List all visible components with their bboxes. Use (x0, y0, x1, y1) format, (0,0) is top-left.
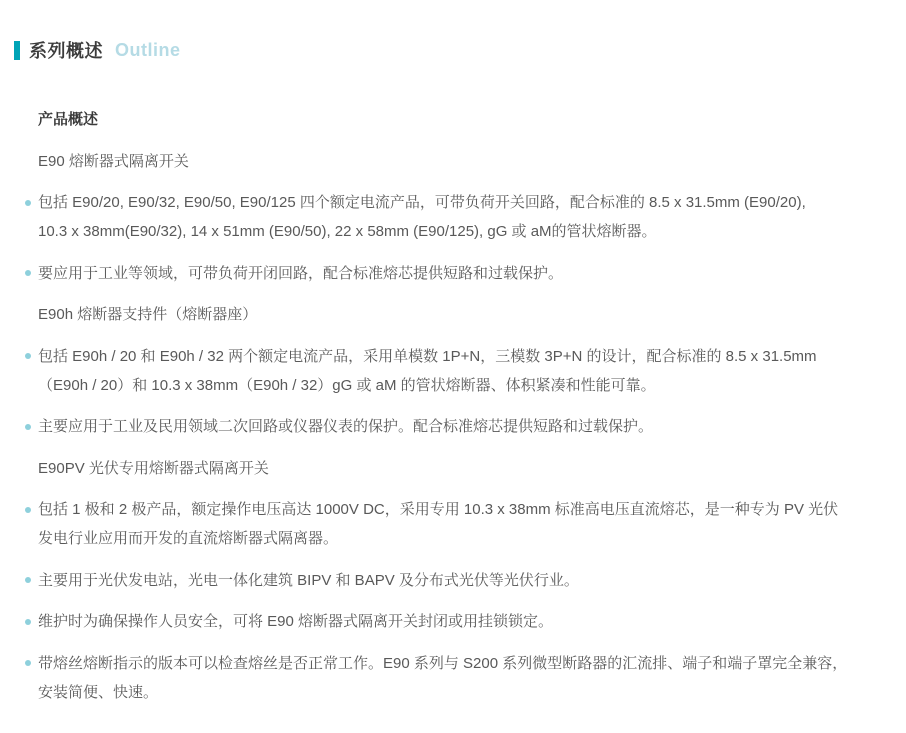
bullet-item (38, 495, 868, 553)
text-line: 主要用于光伏发电站，光电一体化建筑 BIPV 和 BAPV 及分布式光伏等光伏行业。 (38, 571, 579, 589)
text-line: （E90h / 20）和 10.3 x 38mm（E90h / 32）gG 或 aM 的管状熔断器、体积紧凑和性能可靠。 (38, 376, 656, 394)
text-line: 维护时为确保操作人员安全，可将 E90 熔断器式隔离开关封闭或用挂锁锁定。 (38, 613, 554, 630)
text-line: E90 熔断器式隔离开关 (38, 152, 189, 170)
bullet-item (38, 188, 868, 246)
bullet-item (38, 566, 868, 595)
text-line: 要应用于工业等领域，可带负荷开闭回路，配合标准熔芯提供短路和过载保护。 (38, 264, 564, 282)
paragraph (38, 300, 868, 329)
text-line: E90PV 光伏专用熔断器式隔离开关 (38, 459, 269, 477)
text-line: 包括 E90h / 20 和 E90h / 32 两个额定电流产品，采用单模数 1P+N，三模数 3P+N 的设计，配合标准的 8.5 x 31.5mm (38, 347, 817, 365)
section-title-zh: 系列概述 (29, 41, 103, 61)
section-accent-bar (14, 41, 20, 60)
bullet-item (38, 607, 868, 636)
text-line: 主要应用于工业及民用领域二次回路或仪器仪表的保护。配合标准熔芯提供短路和过载保护。 (38, 418, 654, 435)
page (0, 38, 906, 707)
bullet-item (38, 649, 868, 707)
text-line: 发电行业应用而开发的直流熔断器式隔离器。 (38, 530, 339, 547)
text-line: 包括 1 极和 2 极产品，额定操作电压高达 1000V DC，采用专用 10.3 x 38mm 标准高电压直流熔芯，是一种专为 PV 光伏 (38, 501, 839, 518)
text-line: 产品概述 (38, 111, 99, 128)
bullet-item (38, 342, 868, 400)
content (38, 105, 868, 707)
text-line: 10.3 x 38mm(E90/32), 14 x 51mm (E90/50), 22 x 58mm (E90/125), gG 或 aM的管状熔断器。 (38, 223, 657, 240)
text-line: 安装简便、快速。 (38, 683, 159, 701)
paragraph (38, 147, 868, 176)
text-line: E90h 熔断器支持件（熔断器座） (38, 306, 258, 323)
bullet-item (38, 259, 868, 288)
section-header (14, 38, 906, 62)
section-title-en: Outline (115, 39, 181, 60)
bullet-item (38, 412, 868, 441)
text-line: 包括 E90/20, E90/32, E90/50, E90/125 四个额定电流产品，可带负荷开关回路，配合标准的 8.5 x 31.5mm (E90/20), (38, 194, 806, 211)
text-line: 带熔丝熔断指示的版本可以检查熔丝是否正常工作。E90 系列与 S200 系列微型断路器的汇流排、端子和端子罩完全兼容， (38, 654, 848, 672)
section-subheading (38, 105, 868, 134)
paragraph (38, 454, 868, 483)
